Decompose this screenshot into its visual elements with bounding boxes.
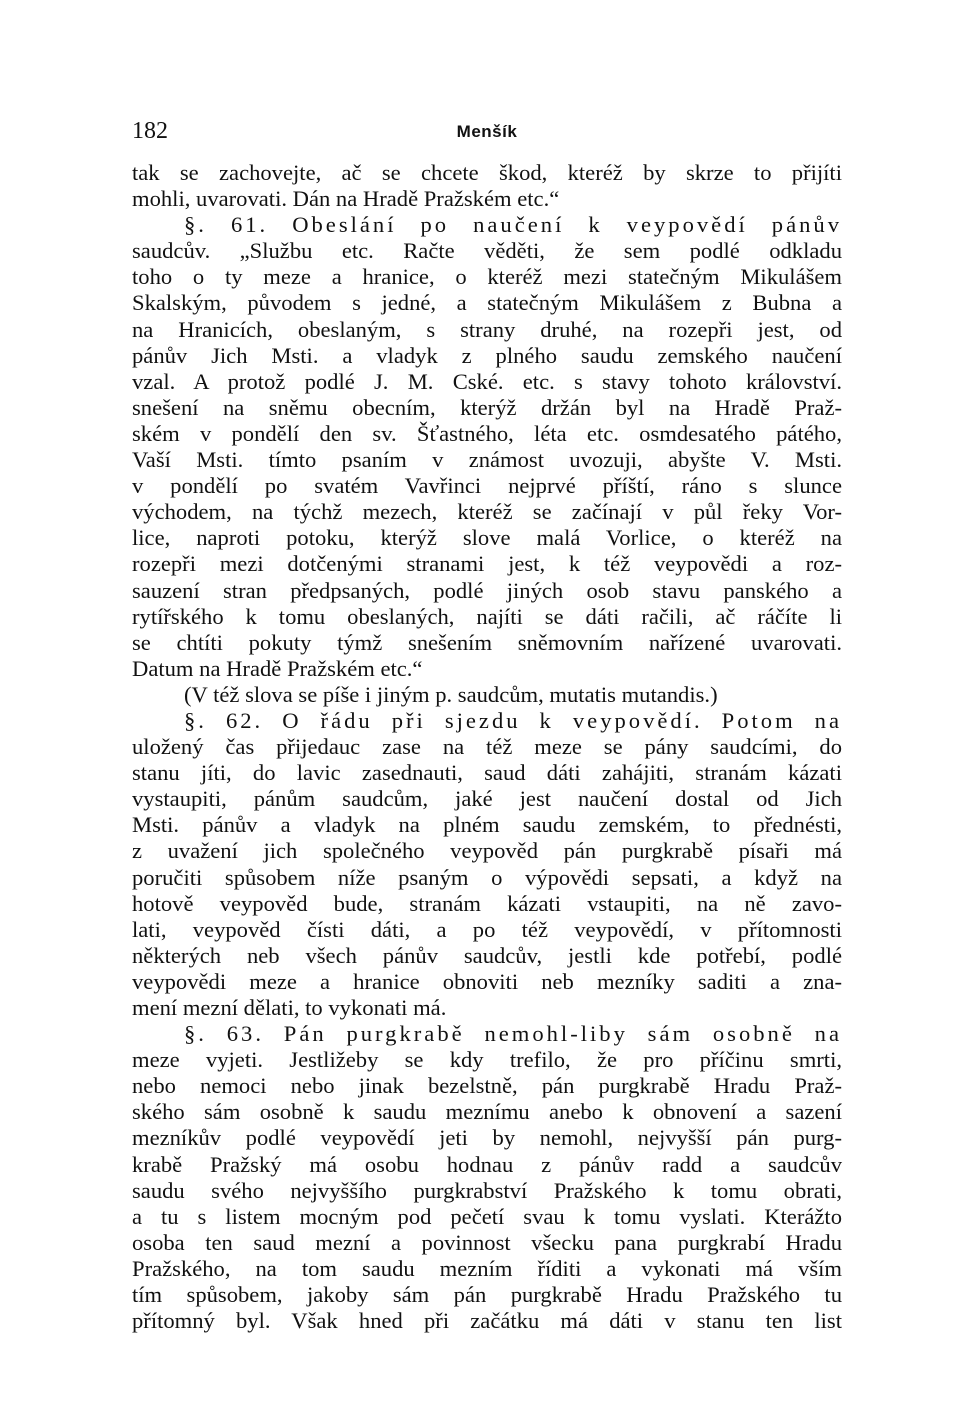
book-page xyxy=(132,118,842,1334)
text-line: vystaupiti, pánům saudcům, jaké jest naučení dostal od Jich xyxy=(132,786,842,812)
section-heading-line: §. 61. Obeslání po naučení k veypovědí pánův xyxy=(184,212,842,238)
text-line: mezníkův podlé veypovědí jeti by nemohl, nejvyšší pán purg- xyxy=(132,1125,842,1151)
text-line: nebo nemoci nebo jinak bezelstně, pán purgkrabě Hradu Praž- xyxy=(132,1073,842,1099)
text-line: se chtíti pokuty týmž snešením sněmovním nařízené uvarovati. xyxy=(132,629,842,655)
page-number: 182 xyxy=(132,118,168,144)
text-line: z uvažení jich společného veypověd pán purgkrabě písaři má xyxy=(132,838,842,864)
text-line: Pražského, na tom saudu mezním říditi a vykonati má vším xyxy=(132,1255,842,1281)
text-line: saudu svého nejvyššího purgkrabství Pražského k tomu obrati, xyxy=(132,1177,842,1203)
text-line: saudcův. „Službu etc. Račte věděti, že sem podlé odkladu xyxy=(132,238,842,264)
running-head-title: Menšík xyxy=(456,122,518,141)
text-line: mohli, uvarovati. Dán na Hradě Pražském etc.“ xyxy=(132,186,560,212)
text-line: snešení na sněmu obecním, kterýž držán byl na Hradě Praž- xyxy=(132,394,842,420)
text-line: rytířského k tomu obeslaných, najíti se dáti račili, ač ráčíte li xyxy=(132,603,842,629)
text-line: mení mezní dělati, to vykonati má. xyxy=(132,995,447,1020)
text-line: osoba ten saud mezní a povinnost všecku pana purgkrabí Hradu xyxy=(132,1229,842,1255)
text-line: vzal. A protož podlé J. M. Cské. etc. s stavy tohoto království. xyxy=(132,368,842,394)
text-line: stanu jíti, do lavic zasednauti, saud dáti zahájiti, stranám kázati xyxy=(132,760,842,786)
text-line: přítomný byl. Však hned při začátku má dáti v stanu ten list xyxy=(132,1308,842,1334)
text-line: rozepři mezi dotčenými stranami jest, k též veypovědi a roz- xyxy=(132,551,842,577)
text-line: Datum na Hradě Pražském etc.“ xyxy=(132,655,423,681)
text-line: Msti. pánův a vladyk na plném saudu zemském, to přednésti, xyxy=(132,812,842,838)
text-line: v pondělí po svatém Vavřinci nejprvé příští, ráno s slunce xyxy=(132,473,842,499)
running-head xyxy=(132,118,842,154)
text-line: některých neb všech pánův saudcův, jestli kde potřebí, podlé xyxy=(132,942,842,968)
text-line: lati, veypověd čísti dáti, a po též veypovědí, v přítomnosti xyxy=(132,916,842,942)
text-line: východem, na týchž mezech, kteréž se začínají v půl řeky Vor- xyxy=(132,499,842,525)
section-heading-line: §. 62. O řádu při sjezdu k veypovědí. Potom na xyxy=(184,707,842,733)
text-line: pánův Jich Msti. a vladyk z plného saudu zemského naučení xyxy=(132,342,842,368)
text-line: krabě Pražský má osobu hodnau z pánův radd a saudcův xyxy=(132,1151,842,1177)
text-line: na Hranicích, obeslaným, s strany druhé, na rozepři jest, od xyxy=(132,316,842,342)
text-line: lice, naproti potoku, kterýž slove malá Vorlice, o kteréž na xyxy=(132,525,842,551)
text-line: sauzení stran předpsaných, podlé jiných osob stavu panského a xyxy=(132,577,842,603)
text-line: (V též slova se píše i jiným p. saudcům, mutatis mutandis.) xyxy=(184,681,718,707)
text-line: poručiti spůsobem níže psaným o výpovědi sepsati, a když na xyxy=(132,864,842,890)
text-line: toho o ty meze a hranice, o kteréž mezi statečným Mikulášem xyxy=(132,264,842,290)
section-heading-line: §. 63. Pán purgkrabě nemohl-liby sám osobně na xyxy=(184,1021,842,1047)
text-line: hotově veypověd bude, stranám kázati vstaupiti, na ně zavo- xyxy=(132,890,842,916)
text-line: tím spůsobem, jakoby sám pán purgkrabě Hradu Pražského tu xyxy=(132,1282,842,1308)
text-line: uložený čas přijedauc zase na též meze se pány saudcími, do xyxy=(132,734,842,760)
text-line: tak se zachovejte, ač se chcete škod, kteréž by skrze to přijíti xyxy=(132,160,842,185)
text-line: Skalským, původem s jedné, a statečným Mikulášem z Bubna a xyxy=(132,290,842,316)
text-line: meze vyjeti. Jestližeby se kdy trefilo, že pro příčinu smrti, xyxy=(132,1047,842,1073)
text-line: ského sám osobně k saudu meznímu anebo k obnovení a sazení xyxy=(132,1099,842,1125)
text-line: a tu s listem mocným pod pečetí svau k tomu vyslati. Kterážto xyxy=(132,1203,842,1229)
text-line: veypovědi meze a hranice obnoviti neb mezníky saditi a zna- xyxy=(132,968,842,994)
text-line: ském v pondělí den sv. Šťastného, léta etc. osmdesatého pátého, xyxy=(132,420,842,446)
text-line: Vaší Msti. tímto psaním v známost uvozuji, abyšte V. Msti. xyxy=(132,447,842,473)
body-text xyxy=(132,160,842,1334)
